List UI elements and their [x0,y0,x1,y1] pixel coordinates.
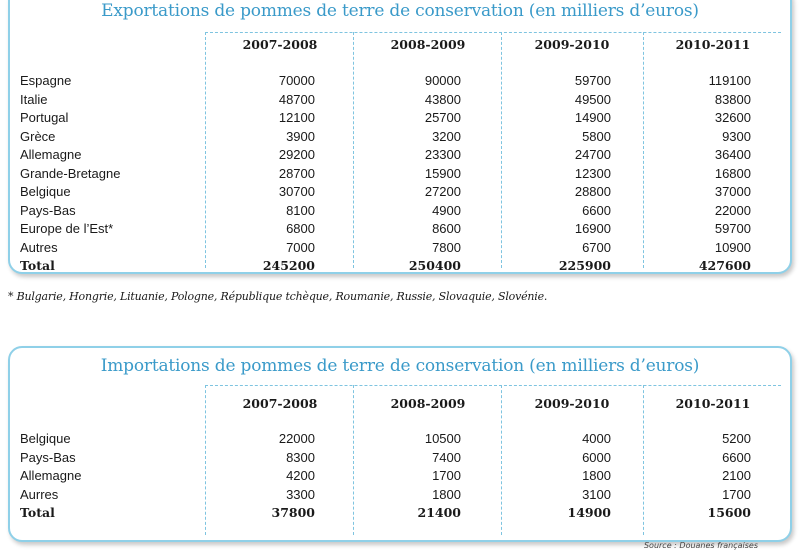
row-label: Allemagne [20,147,82,162]
table-row [10,165,790,183]
table-cell: 7000 [286,239,315,255]
export-table-panel [8,0,792,274]
row-label: Europe de l’Est* [20,221,114,236]
table-row [10,91,790,109]
table-cell: 6700 [582,239,611,255]
table-cell: 43800 [424,91,461,107]
table-cell: 70000 [278,73,315,88]
table-cell: 7400 [432,449,461,465]
table-cell: 14900 [574,110,611,125]
table-cell: 10500 [424,431,461,446]
column-header: 2008-2009 [390,396,466,411]
table-cell: 119100 [708,73,751,88]
row-label: Autres [20,239,58,255]
table-cell: 12100 [278,110,315,125]
column-header: 2007-2008 [242,37,318,52]
table-cell: 4000 [582,431,611,446]
table-cell: 21400 [417,505,461,520]
table-row [10,202,790,220]
row-label: Pays-Bas [20,449,76,465]
table-cell: 30700 [278,184,315,199]
table-cell: 250400 [408,258,461,273]
table-cell: 1800 [432,486,461,502]
column-header: 2009-2010 [534,396,610,411]
table-cell: 48700 [278,91,315,107]
table-cell: 2100 [722,468,751,483]
table-cell: 1700 [722,486,751,502]
table-cell: 1800 [582,468,611,483]
table-row [10,72,790,90]
table-cell: 1700 [432,468,461,483]
table-cell: 49500 [574,91,611,107]
row-label: Espagne [20,73,72,88]
table-cell: 3100 [582,486,611,502]
table-cell: 59700 [714,221,751,236]
table-cell: 28800 [574,184,611,199]
row-label: Belgique [20,431,71,446]
table-cell: 225900 [558,258,611,273]
table-cell: 6600 [582,202,611,218]
row-label: Grande-Bretagne [20,165,121,181]
row-label: Belgique [20,184,71,199]
table-cell: 5200 [722,431,751,446]
table-cell: 15600 [707,505,751,520]
table-cell: 23300 [424,147,461,162]
table-cell: 14900 [567,505,611,520]
row-label: Allemagne [20,468,82,483]
table-cell: 3900 [286,128,315,144]
table-cell: 22000 [714,202,751,218]
row-label: Grèce [20,128,56,144]
table-cell: 32600 [714,110,751,125]
column-header: 2010-2011 [675,396,751,411]
table-cell: 25700 [424,110,461,125]
table-cell: 8100 [286,202,315,218]
row-label: Aurres [20,486,59,502]
table-cell: 22000 [278,431,315,446]
table-cell: 15900 [424,165,461,181]
table-cell: 36400 [714,147,751,162]
table-cell: 28700 [278,165,315,181]
row-label: Portugal [20,110,69,125]
table-cell: 5800 [582,128,611,144]
table-cell: 8300 [286,449,315,465]
table-total-row [10,504,790,522]
table-row [10,449,790,467]
table-row [10,239,790,257]
table-cell: 245200 [262,258,315,273]
table-total-row [10,257,790,275]
table-cell: 6000 [582,449,611,465]
table-row [10,430,790,448]
table-cell: 6800 [286,221,315,236]
row-label: Total [20,505,55,520]
column-header: 2010-2011 [675,37,751,52]
table-cell: 37000 [714,184,751,199]
column-header: 2007-2008 [242,396,318,411]
table-cell: 9300 [722,128,751,144]
table-cell: 427600 [698,258,751,273]
table-cell: 90000 [424,73,461,88]
table-cell: 3200 [432,128,461,144]
table-cell: 27200 [424,184,461,199]
table-row [10,146,790,164]
column-header: 2009-2010 [534,37,610,52]
import-table-title: Importations de pommes de terre de conservation (en milliers d’euros) [100,356,700,376]
table-cell: 12300 [574,165,611,181]
table-row [10,467,790,485]
import-table-panel [8,346,792,542]
table-cell: 4900 [432,202,461,218]
row-label: Total [20,258,55,273]
column-header: 2008-2009 [390,37,466,52]
table-cell: 16900 [574,221,611,236]
table-cell: 6600 [722,449,751,465]
table-cell: 8600 [432,221,461,236]
divider [205,385,781,386]
table-row [10,486,790,504]
row-label: Pays-Bas [20,202,76,218]
table-cell: 10900 [714,239,751,255]
divider [205,32,781,33]
export-table-title: Exportations de pommes de terre de conservation (en milliers d’euros) [101,1,699,21]
table-cell: 83800 [714,91,751,107]
table-row [10,128,790,146]
table-row [10,109,790,127]
table-row [10,183,790,201]
row-label: Italie [20,91,48,107]
table-cell: 29200 [278,147,315,162]
table-cell: 24700 [574,147,611,162]
table-cell: 7800 [432,239,461,255]
table-cell: 4200 [286,468,315,483]
table-cell: 59700 [574,73,611,88]
source-note: Source : Douanes françaises [643,541,758,550]
footnote: * Bulgarie, Hongrie, Lituanie, Pologne, République tchèque, Roumanie, Russie, Slovaquie, Slovénie. [8,290,548,303]
table-cell: 16800 [714,165,751,181]
table-cell: 37800 [271,505,315,520]
table-row [10,220,790,238]
table-cell: 3300 [286,486,315,502]
